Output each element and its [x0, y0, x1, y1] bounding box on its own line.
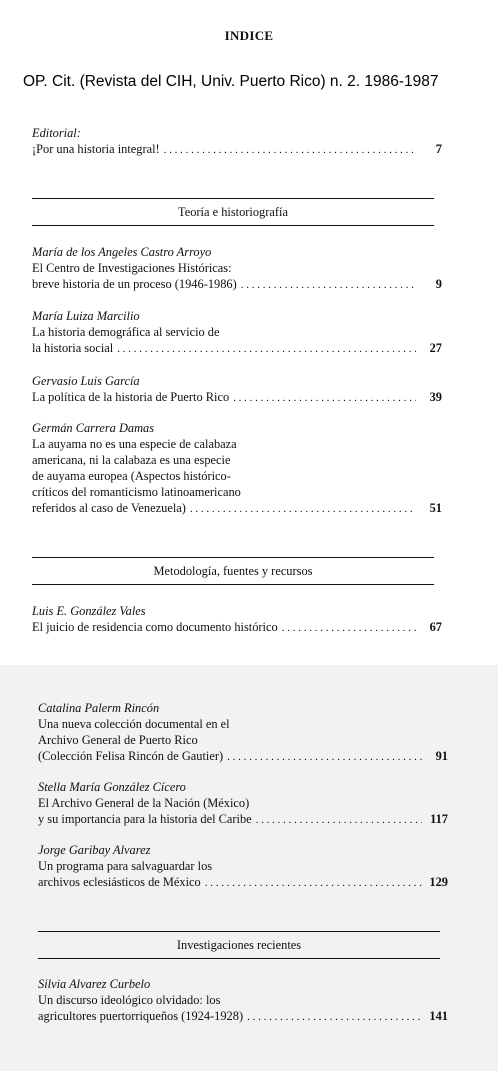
entry-title-last-line [32, 619, 442, 636]
entry-page: 91 [435, 749, 448, 763]
toc-entry [32, 373, 442, 406]
section-heading: Metodología, fuentes y recursos [153, 564, 313, 578]
entry-title-last-line [38, 811, 448, 828]
dot-leader [117, 341, 416, 357]
entry-title-line: Un programa para salvaguardar los [38, 859, 213, 873]
entry-title-last-line [38, 874, 448, 891]
entry-title-line: La historia demográfica al servicio de [32, 325, 220, 339]
section-rule-bottom [32, 225, 434, 226]
entry-page: 117 [430, 812, 448, 826]
dot-leader [190, 501, 416, 517]
dot-leader [205, 875, 422, 891]
entry-title-text: El juicio de residencia como documento histórico [32, 620, 278, 634]
dot-leader [241, 277, 416, 293]
section-teoria [32, 198, 434, 226]
entry-author: Stella María González Cícero [38, 780, 186, 794]
entry-title-line: de auyama europea (Aspectos histórico- [32, 469, 231, 483]
dot-leader [164, 142, 416, 158]
toc-entry [38, 700, 448, 765]
entry-page: 51 [429, 501, 442, 515]
dot-leader [233, 390, 416, 406]
entry-title-text: la historia social [32, 341, 114, 355]
entry-title-line: Una nueva colección documental en el [38, 717, 230, 731]
toc-entry [32, 308, 442, 357]
entry-title-last-line [38, 748, 448, 765]
entry-title-line: La auyama no es una especie de calabaza [32, 437, 237, 451]
entry-page: 27 [429, 341, 442, 355]
toc-entry [38, 842, 448, 891]
page-title: INDICE [224, 28, 274, 43]
entry-title-last-line [32, 276, 442, 293]
entry-title-text: (Colección Felisa Rincón de Gautier) [38, 749, 224, 763]
entry-author: María de los Angeles Castro Arroyo [32, 245, 212, 259]
entry-page: 67 [429, 620, 442, 634]
entry-title-line: Archivo General de Puerto Rico [38, 733, 198, 747]
section-heading: Teoría e historiografía [178, 205, 288, 219]
entry-page: 39 [429, 390, 442, 404]
dot-leader [247, 1009, 422, 1025]
entry-title-last-line [32, 389, 442, 406]
section-investigaciones [38, 931, 440, 959]
toc-entry [38, 976, 448, 1025]
entry-title-text: agricultores puertorriqueños (1924-1928) [38, 1009, 244, 1023]
section-metodologia [32, 557, 434, 585]
entry-title-last-line [32, 500, 442, 517]
entry-title-last-line [38, 1008, 448, 1025]
entry-author: Luis E. González Vales [32, 604, 146, 618]
entry-title-last-line [32, 340, 442, 357]
entry-title-text: archivos eclesiásticos de México [38, 875, 201, 889]
entry-title-line: Un discurso ideológico olvidado: los [38, 993, 221, 1007]
entry-author: Catalina Palerm Rincón [38, 701, 160, 715]
entry-author: Gervasio Luis García [32, 374, 140, 388]
entry-title-text: referidos al caso de Venezuela) [32, 501, 186, 515]
editorial-title-line [32, 141, 442, 158]
dot-leader [256, 812, 422, 828]
toc-entry [38, 779, 448, 828]
editorial-page: 7 [435, 142, 442, 156]
dot-leader [227, 749, 422, 765]
editorial-label: Editorial: [32, 126, 81, 140]
entry-author: Silvia Alvarez Curbelo [38, 977, 151, 991]
entry-title-line: críticos del romanticismo latinoamericano [32, 485, 241, 499]
reference-line: OP. Cit. (Revista del CIH, Univ. Puerto Rico) n. 2. 1986-1987 [23, 73, 439, 90]
entry-author: Germán Carrera Damas [32, 421, 155, 435]
toc-entry [32, 420, 442, 517]
section-rule-bottom [38, 958, 440, 959]
toc-entry [32, 603, 442, 636]
entry-title-line: americana, ni la calabaza es una especie [32, 453, 231, 467]
section-rule-bottom [32, 584, 434, 585]
entry-page: 129 [429, 875, 448, 889]
entry-title-text: y su importancia para la historia del Caribe [38, 812, 252, 826]
entry-author: María Luiza Marcilio [32, 309, 140, 323]
entry-author: Jorge Garibay Alvarez [38, 843, 151, 857]
editorial-title: ¡Por una historia integral! [32, 142, 160, 156]
section-heading: Investigaciones recientes [176, 938, 302, 952]
page-gap [0, 650, 498, 665]
editorial-entry [32, 125, 442, 158]
entry-page: 141 [429, 1009, 448, 1023]
entry-title-line: El Centro de Investigaciones Históricas: [32, 261, 232, 275]
entry-title-text: La política de la historia de Puerto Rico [32, 390, 230, 404]
entry-title-line: El Archivo General de la Nación (México) [38, 796, 250, 810]
entry-title-text: breve historia de un proceso (1946-1986) [32, 277, 237, 291]
toc-entry [32, 244, 442, 293]
entry-page: 9 [435, 277, 442, 291]
dot-leader [282, 620, 416, 636]
